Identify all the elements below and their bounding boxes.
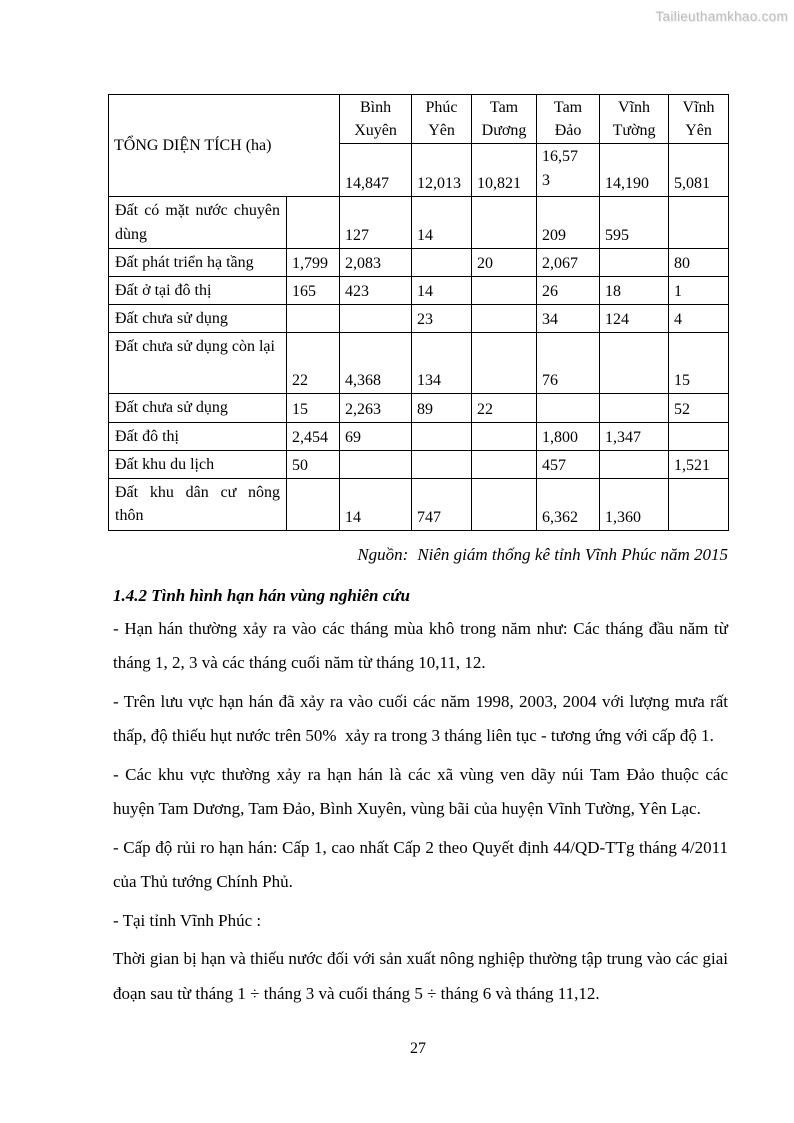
row-value-cell: 80 — [669, 248, 729, 276]
source-text: Niên giám thống kê tỉnh Vĩnh Phúc năm 2015 — [417, 544, 728, 564]
total-value: 12,013 — [417, 175, 462, 193]
row-value-cell: 76 — [537, 333, 600, 394]
row-value-cell — [472, 333, 537, 394]
paragraph: - Các khu vực thường xảy ra hạn hán là các xã vùng ven dãy núi Tam Đảo thuộc các huyện Tam Dương, Tam Đảo, Bình Xuyên, vùng bãi của huyện Vĩnh Tường, Yên Lạc. — [113, 764, 733, 819]
source-note — [108, 544, 728, 566]
table-row — [109, 450, 729, 478]
row-value-cell: 134 — [412, 333, 472, 394]
row-value-cell — [472, 305, 537, 333]
row-value-cell — [412, 248, 472, 276]
row-value-cell: 2,454 — [287, 422, 340, 450]
table-row — [109, 394, 729, 422]
land-use-table — [108, 94, 729, 531]
total-value: 16,573 — [542, 148, 579, 190]
table-row — [109, 305, 729, 333]
row-value-cell — [472, 478, 537, 530]
row-label-cell: Đất chưa sử dụng — [109, 394, 287, 422]
row-value-cell: 22 — [287, 333, 340, 394]
table-title-cell: TỔNG DIỆN TÍCH (ha) — [109, 95, 340, 197]
row-value-cell — [472, 450, 537, 478]
paragraph: Thời gian bị hạn và thiếu nước đối với sản xuất nông nghiệp thường tập trung vào các giai đoạn sau từ tháng 1 ÷ tháng 3 và cuối tháng 5 ÷ tháng 6 và tháng 11,12. — [113, 949, 733, 1003]
row-value-cell: 595 — [600, 197, 669, 248]
page-content — [108, 94, 733, 1015]
table-row — [109, 422, 729, 450]
district-total-cell — [340, 144, 412, 197]
row-value-cell: 14 — [412, 197, 472, 248]
table-row — [109, 248, 729, 276]
row-value-cell: 15 — [287, 394, 340, 422]
row-value-cell: 1,347 — [600, 422, 669, 450]
district-total-cell — [600, 144, 669, 197]
row-value-cell: 165 — [287, 276, 340, 304]
row-value-cell: 1 — [669, 276, 729, 304]
paragraph: - Tại tỉnh Vĩnh Phúc : — [113, 910, 262, 930]
row-value-cell: 1,799 — [287, 248, 340, 276]
total-value: 5,081 — [674, 175, 711, 193]
district-header-cell: Tam Đảo — [537, 95, 600, 144]
district-header-cell: Phúc Yên — [412, 95, 472, 144]
row-label-cell: Đất chưa sử dụng còn lại — [109, 333, 287, 394]
paragraph: - Hạn hán thường xảy ra vào các tháng mùa khô trong năm như: Các tháng đầu năm từ tháng 1, 2, 3 và các tháng cuối năm từ tháng 10,11, 12. — [113, 618, 733, 673]
district-total-cell — [669, 144, 729, 197]
row-value-cell: 15 — [669, 333, 729, 394]
row-label-cell: Đất phát triển hạ tầng — [109, 248, 287, 276]
row-value-cell — [287, 305, 340, 333]
row-value-cell: 2,083 — [340, 248, 412, 276]
district-total-cell — [537, 144, 600, 197]
row-value-cell: 89 — [412, 394, 472, 422]
row-value-cell — [669, 197, 729, 248]
row-value-cell: 4,368 — [340, 333, 412, 394]
row-value-cell: 23 — [412, 305, 472, 333]
row-label-cell: Đất chưa sử dụng — [109, 305, 287, 333]
row-value-cell: 1,800 — [537, 422, 600, 450]
paragraph: - Trên lưu vực hạn hán đã xảy ra vào cuối các năm 1998, 2003, 2004 với lượng mưa rất thấp, độ thiếu hụt nước trên 50% xảy ra trong 3 tháng liên tục - tương ứng với cấp độ 1. — [113, 691, 733, 746]
source-label: Nguồn: — [357, 544, 409, 564]
row-value-cell: 20 — [472, 248, 537, 276]
district-total-cell — [472, 144, 537, 197]
table-header-districts — [109, 95, 729, 144]
row-value-cell — [472, 422, 537, 450]
row-value-cell: 52 — [669, 394, 729, 422]
row-value-cell: 127 — [340, 197, 412, 248]
row-label-cell: Đất đô thị — [109, 422, 287, 450]
row-value-cell — [537, 394, 600, 422]
total-value: 10,821 — [477, 175, 522, 193]
row-value-cell — [600, 333, 669, 394]
row-value-cell — [669, 478, 729, 530]
district-header-cell: Tam Dương — [472, 95, 537, 144]
total-value: 14,847 — [345, 175, 390, 193]
row-value-cell: 22 — [472, 394, 537, 422]
district-header-cell: Bình Xuyên — [340, 95, 412, 144]
row-value-cell: 69 — [340, 422, 412, 450]
district-total-cell — [412, 144, 472, 197]
row-label-cell: Đất khu du lịch — [109, 450, 287, 478]
row-value-cell: 14 — [412, 276, 472, 304]
row-value-cell — [669, 422, 729, 450]
row-label-cell: Đất khu dân cư nông thôn — [109, 478, 287, 530]
row-value-cell: 1,360 — [600, 478, 669, 530]
row-value-cell: 209 — [537, 197, 600, 248]
body-paragraphs — [108, 612, 733, 1012]
district-header-cell: Vĩnh Yên — [669, 95, 729, 144]
row-value-cell — [600, 248, 669, 276]
row-value-cell — [287, 197, 340, 248]
row-value-cell — [340, 450, 412, 478]
row-value-cell: 4 — [669, 305, 729, 333]
table-row — [109, 197, 729, 248]
row-value-cell: 2,067 — [537, 248, 600, 276]
row-value-cell: 423 — [340, 276, 412, 304]
row-value-cell: 14 — [340, 478, 412, 530]
row-value-cell: 2,263 — [340, 394, 412, 422]
row-label-cell: Đất có mặt nước chuyên dùng — [109, 197, 287, 248]
row-value-cell — [600, 394, 669, 422]
section-heading: 1.4.2 Tình hình hạn hán vùng nghiên cứu — [113, 585, 410, 605]
total-value: 14,190 — [605, 175, 650, 193]
row-value-cell — [600, 450, 669, 478]
row-value-cell: 6,362 — [537, 478, 600, 530]
row-value-cell: 50 — [287, 450, 340, 478]
row-value-cell: 1,521 — [669, 450, 729, 478]
district-header-cell: Vĩnh Tường — [600, 95, 669, 144]
row-value-cell — [412, 422, 472, 450]
row-value-cell: 18 — [600, 276, 669, 304]
row-value-cell — [472, 276, 537, 304]
row-label-cell: Đất ở tại đô thị — [109, 276, 287, 304]
row-value-cell — [287, 478, 340, 530]
paragraph: - Cấp độ rủi ro hạn hán: Cấp 1, cao nhất Cấp 2 theo Quyết định 44/QD-TTg tháng 4/2011 của Thủ tướng Chính Phủ. — [113, 837, 733, 892]
row-value-cell — [340, 305, 412, 333]
row-value-cell: 747 — [412, 478, 472, 530]
table-row — [109, 276, 729, 304]
table-body — [109, 197, 729, 531]
row-value-cell: 457 — [537, 450, 600, 478]
row-value-cell — [472, 197, 537, 248]
row-value-cell: 34 — [537, 305, 600, 333]
page-number: 27 — [410, 1040, 426, 1057]
table-row — [109, 333, 729, 394]
row-value-cell: 124 — [600, 305, 669, 333]
row-value-cell: 26 — [537, 276, 600, 304]
row-value-cell — [412, 450, 472, 478]
table-row — [109, 478, 729, 530]
watermark: Tailieuthamkhao.com — [655, 9, 788, 24]
